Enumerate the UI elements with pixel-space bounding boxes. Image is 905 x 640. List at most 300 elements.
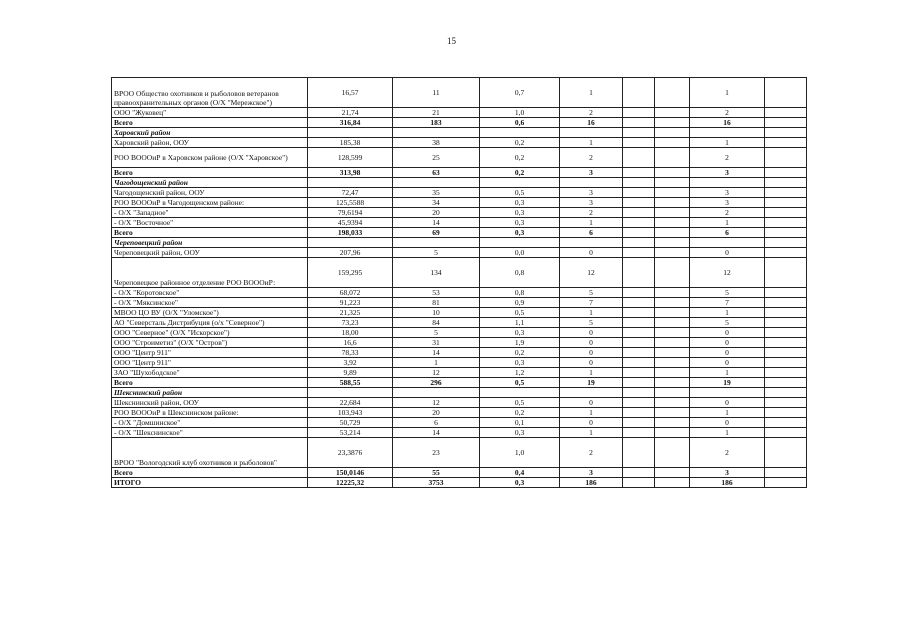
empty-cell xyxy=(765,238,807,248)
row-label: Чагодощенский район, ООУ xyxy=(112,188,308,198)
row-label: Харовский район, ООУ xyxy=(112,138,308,148)
empty-cell xyxy=(690,128,765,138)
value-cell: 34 xyxy=(393,198,480,208)
table-row xyxy=(112,248,807,258)
value-cell: 0,3 xyxy=(480,218,560,228)
value-cell: 21,74 xyxy=(308,108,393,118)
value-cell: 14 xyxy=(393,428,480,438)
value-cell: 0,3 xyxy=(480,208,560,218)
value-cell: 5 xyxy=(560,318,623,328)
value-cell: 22,684 xyxy=(308,398,393,408)
value-cell: 0,5 xyxy=(480,308,560,318)
empty-cell xyxy=(655,388,690,398)
empty-cell xyxy=(308,238,393,248)
table-row xyxy=(112,198,807,208)
value-cell: 2 xyxy=(690,208,765,218)
value-cell: 1 xyxy=(560,78,623,108)
value-cell: 185,38 xyxy=(308,138,393,148)
value-cell xyxy=(655,328,690,338)
row-label: ООО "Центр 911" xyxy=(112,358,308,368)
value-cell: 0,5 xyxy=(480,378,560,388)
table-row xyxy=(112,108,807,118)
section-title: Чагодощенский район xyxy=(112,178,308,188)
value-cell xyxy=(655,318,690,328)
value-cell: 20 xyxy=(393,408,480,418)
value-cell: 103,943 xyxy=(308,408,393,418)
value-cell: 1 xyxy=(690,78,765,108)
value-cell xyxy=(765,368,807,378)
value-cell xyxy=(655,108,690,118)
value-cell xyxy=(655,398,690,408)
value-cell: 21,325 xyxy=(308,308,393,318)
value-cell xyxy=(623,368,655,378)
empty-cell xyxy=(560,178,623,188)
value-cell xyxy=(765,138,807,148)
value-cell xyxy=(765,108,807,118)
value-cell xyxy=(765,328,807,338)
value-cell xyxy=(655,208,690,218)
value-cell: 2 xyxy=(690,148,765,168)
value-cell xyxy=(765,208,807,218)
empty-cell xyxy=(480,178,560,188)
value-cell xyxy=(623,228,655,238)
table-row xyxy=(112,348,807,358)
value-cell xyxy=(655,378,690,388)
value-cell xyxy=(655,248,690,258)
value-cell: 6 xyxy=(560,228,623,238)
value-cell: 38 xyxy=(393,138,480,148)
empty-cell xyxy=(480,128,560,138)
value-cell: 0,2 xyxy=(480,148,560,168)
value-cell xyxy=(623,438,655,468)
row-label: Всего xyxy=(112,118,308,128)
hunting-data-table xyxy=(111,77,807,488)
value-cell: 16,57 xyxy=(308,78,393,108)
value-cell: 588,55 xyxy=(308,378,393,388)
value-cell xyxy=(655,228,690,238)
value-cell: 1 xyxy=(690,408,765,418)
value-cell: 3 xyxy=(560,188,623,198)
value-cell: 0 xyxy=(690,418,765,428)
value-cell xyxy=(765,348,807,358)
value-cell: 0 xyxy=(560,328,623,338)
empty-cell xyxy=(690,178,765,188)
value-cell xyxy=(623,288,655,298)
value-cell: 0,3 xyxy=(480,228,560,238)
empty-cell xyxy=(655,128,690,138)
value-cell: 1 xyxy=(560,428,623,438)
value-cell: 1 xyxy=(690,368,765,378)
value-cell: 16 xyxy=(560,118,623,128)
value-cell: 5 xyxy=(690,288,765,298)
row-label: РОО ВОООиР в Харовском районе (О/Х "Харовское") xyxy=(112,148,308,168)
value-cell xyxy=(623,108,655,118)
value-cell: 1 xyxy=(560,368,623,378)
value-cell: 1 xyxy=(393,358,480,368)
value-cell xyxy=(765,258,807,288)
value-cell xyxy=(623,408,655,418)
value-cell: 3 xyxy=(690,198,765,208)
value-cell: 0 xyxy=(690,338,765,348)
value-cell: 0 xyxy=(560,418,623,428)
value-cell: 1 xyxy=(690,218,765,228)
value-cell: 72,47 xyxy=(308,188,393,198)
total-row xyxy=(112,118,807,128)
table-row xyxy=(112,288,807,298)
value-cell: 2 xyxy=(560,108,623,118)
row-label: - О/Х "Коротовское" xyxy=(112,288,308,298)
row-label: ИТОГО xyxy=(112,478,308,488)
value-cell: 69 xyxy=(393,228,480,238)
page-number: 15 xyxy=(447,36,456,46)
value-cell xyxy=(623,78,655,108)
empty-cell xyxy=(480,388,560,398)
value-cell: 14 xyxy=(393,218,480,228)
value-cell: 296 xyxy=(393,378,480,388)
empty-cell xyxy=(690,388,765,398)
table-row xyxy=(112,408,807,418)
value-cell: 150,0146 xyxy=(308,468,393,478)
value-cell xyxy=(765,198,807,208)
value-cell: 6 xyxy=(393,418,480,428)
value-cell xyxy=(623,348,655,358)
empty-cell xyxy=(308,388,393,398)
row-label: Всего xyxy=(112,168,308,178)
table-row xyxy=(112,298,807,308)
row-label: ООО "Строиметиз" (О/Х "Остров") xyxy=(112,338,308,348)
value-cell xyxy=(765,228,807,238)
value-cell xyxy=(623,138,655,148)
value-cell: 35 xyxy=(393,188,480,198)
row-label: ЗАО "Шухободское" xyxy=(112,368,308,378)
value-cell xyxy=(765,218,807,228)
value-cell: 0 xyxy=(560,248,623,258)
value-cell xyxy=(655,368,690,378)
value-cell xyxy=(623,208,655,218)
value-cell xyxy=(765,398,807,408)
row-label: Череповецкое районное отделение РОО ВОООиР: xyxy=(112,258,308,288)
value-cell: 53 xyxy=(393,288,480,298)
value-cell: 2 xyxy=(690,438,765,468)
value-cell: 2 xyxy=(560,438,623,468)
table-row xyxy=(112,208,807,218)
row-label: РОО ВОООиР в Чагодощенском районе: xyxy=(112,198,308,208)
value-cell: 1 xyxy=(560,308,623,318)
row-label: Всего xyxy=(112,468,308,478)
value-cell: 1 xyxy=(690,138,765,148)
value-cell: 198,033 xyxy=(308,228,393,238)
value-cell xyxy=(655,118,690,128)
value-cell: 25 xyxy=(393,148,480,168)
value-cell: 1,0 xyxy=(480,108,560,118)
value-cell xyxy=(655,288,690,298)
value-cell xyxy=(655,218,690,228)
value-cell: 50,729 xyxy=(308,418,393,428)
value-cell: 2 xyxy=(560,148,623,168)
value-cell: 0 xyxy=(690,358,765,368)
section-title: Череповецкий район xyxy=(112,238,308,248)
value-cell: 3 xyxy=(690,468,765,478)
value-cell xyxy=(623,118,655,128)
empty-cell xyxy=(623,388,655,398)
value-cell: 0,3 xyxy=(480,478,560,488)
total-row xyxy=(112,378,807,388)
value-cell: 12225,32 xyxy=(308,478,393,488)
value-cell xyxy=(765,428,807,438)
value-cell: 19 xyxy=(690,378,765,388)
value-cell: 91,223 xyxy=(308,298,393,308)
value-cell: 5 xyxy=(393,248,480,258)
table-row xyxy=(112,148,807,168)
value-cell: 0,4 xyxy=(480,468,560,478)
empty-cell xyxy=(393,388,480,398)
value-cell xyxy=(623,198,655,208)
row-label: ООО "Северное" (О/Х "Искорское") xyxy=(112,328,308,338)
value-cell: 0,3 xyxy=(480,328,560,338)
empty-cell xyxy=(480,238,560,248)
value-cell: 0,0 xyxy=(480,248,560,258)
value-cell: 84 xyxy=(393,318,480,328)
value-cell: 19 xyxy=(560,378,623,388)
value-cell xyxy=(623,168,655,178)
value-cell xyxy=(623,358,655,368)
empty-cell xyxy=(690,238,765,248)
value-cell: 1,9 xyxy=(480,338,560,348)
value-cell: 0,5 xyxy=(480,188,560,198)
value-cell: 2 xyxy=(690,108,765,118)
row-label: АО "Северсталь Дистрибуция (о/х "Северное") xyxy=(112,318,308,328)
value-cell xyxy=(765,298,807,308)
value-cell: 0,8 xyxy=(480,288,560,298)
value-cell xyxy=(655,468,690,478)
value-cell xyxy=(623,378,655,388)
value-cell xyxy=(765,118,807,128)
value-cell xyxy=(623,418,655,428)
value-cell: 3,92 xyxy=(308,358,393,368)
value-cell: 0,9 xyxy=(480,298,560,308)
value-cell xyxy=(765,418,807,428)
value-cell xyxy=(765,478,807,488)
value-cell: 0,5 xyxy=(480,398,560,408)
value-cell: 68,072 xyxy=(308,288,393,298)
value-cell: 0,2 xyxy=(480,168,560,178)
value-cell xyxy=(765,408,807,418)
empty-cell xyxy=(655,238,690,248)
value-cell: 5 xyxy=(393,328,480,338)
value-cell: 3 xyxy=(560,198,623,208)
row-label: ООО "Жуковец" xyxy=(112,108,308,118)
value-cell: 186 xyxy=(560,478,623,488)
value-cell xyxy=(765,308,807,318)
section-title: Шекснинский район xyxy=(112,388,308,398)
value-cell xyxy=(655,168,690,178)
value-cell xyxy=(765,438,807,468)
value-cell xyxy=(765,468,807,478)
value-cell: 0,2 xyxy=(480,138,560,148)
empty-cell xyxy=(655,178,690,188)
empty-cell xyxy=(560,388,623,398)
value-cell: 0 xyxy=(690,398,765,408)
row-label: Всего xyxy=(112,228,308,238)
empty-cell xyxy=(623,178,655,188)
value-cell xyxy=(765,168,807,178)
value-cell: 81 xyxy=(393,298,480,308)
value-cell: 0 xyxy=(690,248,765,258)
empty-cell xyxy=(393,178,480,188)
table-row xyxy=(112,438,807,468)
value-cell: 7 xyxy=(560,298,623,308)
row-label: - О/Х "Мяксинское" xyxy=(112,298,308,308)
empty-cell xyxy=(765,388,807,398)
value-cell xyxy=(765,378,807,388)
value-cell: 316,84 xyxy=(308,118,393,128)
value-cell xyxy=(623,328,655,338)
value-cell: 313,98 xyxy=(308,168,393,178)
value-cell: 134 xyxy=(393,258,480,288)
table-row xyxy=(112,418,807,428)
value-cell xyxy=(655,258,690,288)
value-cell: 7 xyxy=(690,298,765,308)
row-label: ВРОО "Вологодский клуб охотников и рыболовов" xyxy=(112,438,308,468)
value-cell xyxy=(623,298,655,308)
value-cell: 159,295 xyxy=(308,258,393,288)
value-cell: 0,3 xyxy=(480,198,560,208)
total-row xyxy=(112,228,807,238)
value-cell: 1 xyxy=(560,218,623,228)
value-cell: 0 xyxy=(560,398,623,408)
value-cell xyxy=(655,358,690,368)
value-cell: 1,1 xyxy=(480,318,560,328)
empty-cell xyxy=(623,128,655,138)
table-row xyxy=(112,338,807,348)
table-row xyxy=(112,398,807,408)
empty-cell xyxy=(393,128,480,138)
value-cell: 73,23 xyxy=(308,318,393,328)
empty-cell xyxy=(765,128,807,138)
row-label: Всего xyxy=(112,378,308,388)
total-row xyxy=(112,468,807,478)
value-cell: 0,3 xyxy=(480,428,560,438)
value-cell: 3 xyxy=(690,168,765,178)
value-cell: 5 xyxy=(560,288,623,298)
value-cell xyxy=(765,338,807,348)
row-label: Череповецкий район, ООУ xyxy=(112,248,308,258)
table-row xyxy=(112,328,807,338)
empty-cell xyxy=(765,178,807,188)
value-cell: 0 xyxy=(690,348,765,358)
value-cell xyxy=(655,348,690,358)
value-cell xyxy=(623,308,655,318)
row-label: - О/Х "Восточное" xyxy=(112,218,308,228)
value-cell: 1 xyxy=(690,428,765,438)
value-cell: 186 xyxy=(690,478,765,488)
table-row xyxy=(112,78,807,108)
value-cell: 0,6 xyxy=(480,118,560,128)
total-row xyxy=(112,478,807,488)
value-cell: 11 xyxy=(393,78,480,108)
value-cell: 3753 xyxy=(393,478,480,488)
value-cell xyxy=(623,398,655,408)
value-cell: 183 xyxy=(393,118,480,128)
value-cell xyxy=(623,318,655,328)
value-cell xyxy=(765,318,807,328)
value-cell xyxy=(623,188,655,198)
value-cell: 12 xyxy=(690,258,765,288)
value-cell: 0,1 xyxy=(480,418,560,428)
value-cell xyxy=(655,148,690,168)
value-cell xyxy=(623,258,655,288)
value-cell: 5 xyxy=(690,318,765,328)
value-cell xyxy=(765,358,807,368)
row-label: - О/Х "Домшинское" xyxy=(112,418,308,428)
total-row xyxy=(112,168,807,178)
table-row xyxy=(112,308,807,318)
section-row xyxy=(112,388,807,398)
value-cell: 23 xyxy=(393,438,480,468)
value-cell: 6 xyxy=(690,228,765,238)
row-label: ВРОО Общество охотников и рыболовов ветеранов правоохранительных органов (О/Х "Мережское") xyxy=(112,78,308,108)
value-cell: 0 xyxy=(690,328,765,338)
value-cell: 23,3876 xyxy=(308,438,393,468)
value-cell xyxy=(765,78,807,108)
value-cell xyxy=(655,428,690,438)
value-cell: 55 xyxy=(393,468,480,478)
value-cell: 0,3 xyxy=(480,358,560,368)
table-row xyxy=(112,318,807,328)
value-cell: 0 xyxy=(560,348,623,358)
table-row xyxy=(112,428,807,438)
value-cell xyxy=(623,218,655,228)
value-cell: 20 xyxy=(393,208,480,218)
row-label: - О/Х "Шекснинское" xyxy=(112,428,308,438)
value-cell: 0,7 xyxy=(480,78,560,108)
section-row xyxy=(112,128,807,138)
table-row xyxy=(112,358,807,368)
value-cell: 0 xyxy=(560,338,623,348)
value-cell xyxy=(655,198,690,208)
value-cell xyxy=(765,248,807,258)
value-cell: 1 xyxy=(690,308,765,318)
value-cell xyxy=(623,148,655,168)
value-cell: 12 xyxy=(393,398,480,408)
value-cell: 9,89 xyxy=(308,368,393,378)
table-row xyxy=(112,138,807,148)
value-cell xyxy=(655,418,690,428)
value-cell xyxy=(655,478,690,488)
value-cell xyxy=(623,478,655,488)
value-cell: 21 xyxy=(393,108,480,118)
empty-cell xyxy=(308,178,393,188)
value-cell: 53,214 xyxy=(308,428,393,438)
row-label: МВОО ЦО ВУ (О/Х "Уломское") xyxy=(112,308,308,318)
table-row xyxy=(112,368,807,378)
row-label: - О/Х "Западное" xyxy=(112,208,308,218)
empty-cell xyxy=(560,238,623,248)
value-cell: 0,2 xyxy=(480,348,560,358)
row-label: Шекснинский район, ООУ xyxy=(112,398,308,408)
section-row xyxy=(112,238,807,248)
value-cell: 78,33 xyxy=(308,348,393,358)
value-cell: 128,599 xyxy=(308,148,393,168)
value-cell xyxy=(765,288,807,298)
value-cell xyxy=(655,308,690,318)
value-cell: 2 xyxy=(560,208,623,218)
value-cell xyxy=(623,338,655,348)
value-cell xyxy=(655,78,690,108)
value-cell: 1,2 xyxy=(480,368,560,378)
section-title: Харовский район xyxy=(112,128,308,138)
value-cell: 14 xyxy=(393,348,480,358)
